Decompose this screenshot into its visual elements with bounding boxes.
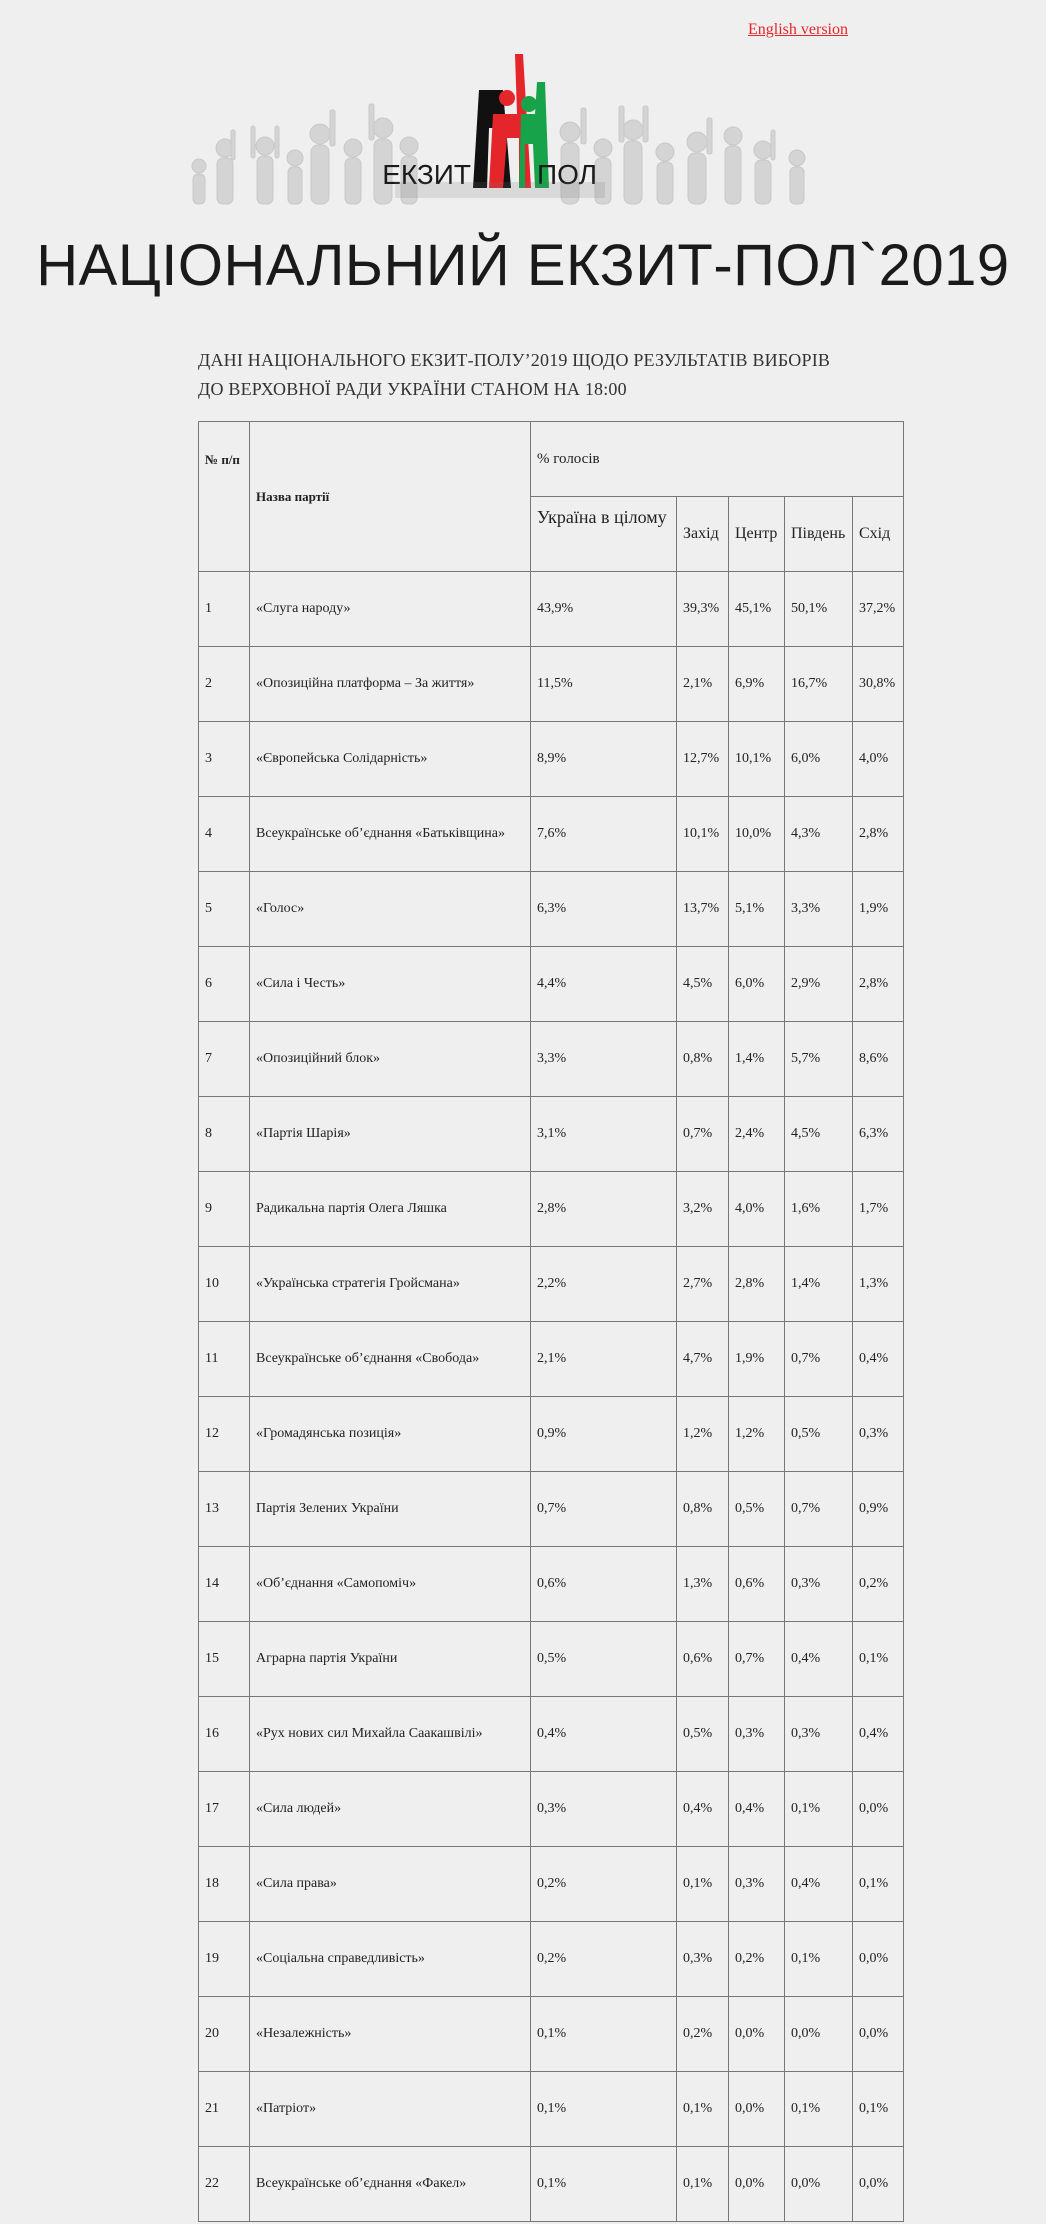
crowd-figure-5 — [310, 110, 335, 204]
cell-west: 0,6% — [677, 1622, 729, 1697]
header-ukraine: Україна в цілому — [531, 497, 677, 572]
cell-center: 0,2% — [729, 1922, 785, 1997]
header-num: № п/п — [199, 422, 250, 572]
cell-center: 6,9% — [729, 647, 785, 722]
english-version-link[interactable]: English version — [748, 21, 848, 38]
cell-east: 30,8% — [853, 647, 904, 722]
header-south: Південь — [785, 497, 853, 572]
table-row — [199, 722, 904, 797]
cell-party: «Незалежність» — [250, 1997, 531, 2072]
cell-west: 0,8% — [677, 1022, 729, 1097]
cell-ukraine: 0,5% — [531, 1622, 677, 1697]
cell-east: 0,0% — [853, 2147, 904, 2222]
cell-west: 1,3% — [677, 1547, 729, 1622]
cell-ukraine: 7,6% — [531, 797, 677, 872]
table-row — [199, 647, 904, 722]
results-table — [198, 421, 904, 2222]
logo-reflection — [395, 182, 605, 198]
cell-south: 3,3% — [785, 872, 853, 947]
cell-ukraine: 2,8% — [531, 1172, 677, 1247]
cell-south: 0,0% — [785, 1997, 853, 2072]
cell-south: 0,1% — [785, 1922, 853, 1997]
cell-number: 6 — [199, 947, 250, 1022]
cell-party: Партія Зелених України — [250, 1472, 531, 1547]
cell-west: 0,3% — [677, 1922, 729, 1997]
cell-ukraine: 0,3% — [531, 1772, 677, 1847]
cell-east: 2,8% — [853, 797, 904, 872]
cell-south: 16,7% — [785, 647, 853, 722]
green-figure-head — [521, 96, 537, 112]
crowd-figure-11 — [619, 106, 648, 204]
cell-south: 0,4% — [785, 1847, 853, 1922]
cell-party: Всеукраїнське об’єднання «Батьківщина» — [250, 797, 531, 872]
results-subtitle — [198, 346, 918, 404]
cell-ukraine: 0,6% — [531, 1547, 677, 1622]
cell-ukraine: 3,3% — [531, 1022, 677, 1097]
cell-party: «Партія Шарія» — [250, 1097, 531, 1172]
cell-west: 2,1% — [677, 647, 729, 722]
cell-number: 13 — [199, 1472, 250, 1547]
cell-east: 2,8% — [853, 947, 904, 1022]
cell-south: 1,4% — [785, 1247, 853, 1322]
header-west: Захід — [677, 497, 729, 572]
cell-ukraine: 0,2% — [531, 1922, 677, 1997]
cell-east: 0,4% — [853, 1322, 904, 1397]
cell-center: 1,4% — [729, 1022, 785, 1097]
crowd-figure-14 — [724, 127, 742, 204]
cell-west: 1,2% — [677, 1397, 729, 1472]
cell-south: 50,1% — [785, 572, 853, 647]
cell-south: 4,3% — [785, 797, 853, 872]
cell-east: 1,9% — [853, 872, 904, 947]
table-row — [199, 1322, 904, 1397]
cell-party: Всеукраїнське об’єднання «Факел» — [250, 2147, 531, 2222]
cell-party: «Європейська Солідарність» — [250, 722, 531, 797]
cell-east: 0,0% — [853, 1922, 904, 1997]
cell-south: 0,3% — [785, 1547, 853, 1622]
header-votes: % голосів — [531, 422, 904, 497]
cell-party: «Голос» — [250, 872, 531, 947]
cell-number: 22 — [199, 2147, 250, 2222]
header-party: Назва партії — [250, 422, 531, 572]
cell-ukraine: 0,4% — [531, 1697, 677, 1772]
cell-south: 2,9% — [785, 947, 853, 1022]
cell-east: 1,7% — [853, 1172, 904, 1247]
cell-west: 0,1% — [677, 2147, 729, 2222]
cell-west: 4,5% — [677, 947, 729, 1022]
cell-party: «Патріот» — [250, 2072, 531, 2147]
crowd-figure-4 — [287, 150, 303, 204]
cell-center: 0,3% — [729, 1847, 785, 1922]
cell-east: 4,0% — [853, 722, 904, 797]
cell-east: 0,4% — [853, 1697, 904, 1772]
cell-ukraine: 0,1% — [531, 1997, 677, 2072]
cell-center: 0,6% — [729, 1547, 785, 1622]
table-row — [199, 1547, 904, 1622]
cell-west: 0,8% — [677, 1472, 729, 1547]
cell-party: «Українська стратегія Гройсмана» — [250, 1247, 531, 1322]
cell-number: 4 — [199, 797, 250, 872]
cell-ukraine: 0,7% — [531, 1472, 677, 1547]
crowd-figure-12 — [656, 143, 674, 204]
cell-number: 8 — [199, 1097, 250, 1172]
cell-center: 0,3% — [729, 1697, 785, 1772]
cell-south: 5,7% — [785, 1022, 853, 1097]
cell-west: 13,7% — [677, 872, 729, 947]
cell-ukraine: 0,2% — [531, 1847, 677, 1922]
header-row-1 — [199, 422, 904, 497]
cell-ukraine: 6,3% — [531, 872, 677, 947]
cell-number: 18 — [199, 1847, 250, 1922]
table-row — [199, 1922, 904, 1997]
crowd-figure-1 — [192, 159, 206, 204]
cell-number: 19 — [199, 1922, 250, 1997]
cell-west: 4,7% — [677, 1322, 729, 1397]
cell-party: «Сила права» — [250, 1847, 531, 1922]
cell-number: 9 — [199, 1172, 250, 1247]
cell-south: 0,3% — [785, 1697, 853, 1772]
cell-center: 0,0% — [729, 2147, 785, 2222]
cell-number: 15 — [199, 1622, 250, 1697]
cell-east: 0,1% — [853, 1622, 904, 1697]
crowd-figure-16 — [789, 150, 805, 204]
cell-ukraine: 0,1% — [531, 2072, 677, 2147]
cell-west: 0,7% — [677, 1097, 729, 1172]
cell-west: 39,3% — [677, 572, 729, 647]
cell-center: 6,0% — [729, 947, 785, 1022]
cell-south: 0,4% — [785, 1622, 853, 1697]
logo-text-poll: ПОЛ — [537, 159, 597, 190]
cell-ukraine: 11,5% — [531, 647, 677, 722]
subtitle-line-2: ДО ВЕРХОВНОЇ РАДИ УКРАЇНИ СТАНОМ НА 18:00 — [198, 379, 627, 399]
cell-center: 0,7% — [729, 1622, 785, 1697]
logo-text-exit: ЕКЗИТ — [382, 159, 471, 190]
cell-west: 3,2% — [677, 1172, 729, 1247]
cell-east: 1,3% — [853, 1247, 904, 1322]
cell-number: 11 — [199, 1322, 250, 1397]
cell-number: 3 — [199, 722, 250, 797]
cell-south: 0,1% — [785, 2072, 853, 2147]
cell-number: 21 — [199, 2072, 250, 2147]
cell-south: 0,5% — [785, 1397, 853, 1472]
cell-ukraine: 43,9% — [531, 572, 677, 647]
subtitle-line-1: ДАНІ НАЦІОНАЛЬНОГО ЕКЗИТ-ПОЛУ’2019 ЩОДО РЕЗУЛЬТАТІВ ВИБОРІВ — [198, 350, 831, 370]
cell-south: 0,0% — [785, 2147, 853, 2222]
table-body — [199, 572, 904, 2222]
table-row — [199, 2072, 904, 2147]
cell-number: 17 — [199, 1772, 250, 1847]
cell-center: 4,0% — [729, 1172, 785, 1247]
cell-center: 0,0% — [729, 2072, 785, 2147]
cell-party: «Слуга народу» — [250, 572, 531, 647]
table-row — [199, 1847, 904, 1922]
table-row — [199, 1247, 904, 1322]
table-row — [199, 1097, 904, 1172]
cell-party: Всеукраїнське об’єднання «Свобода» — [250, 1322, 531, 1397]
table-row — [199, 572, 904, 647]
cell-ukraine: 3,1% — [531, 1097, 677, 1172]
cell-south: 4,5% — [785, 1097, 853, 1172]
cell-number: 14 — [199, 1547, 250, 1622]
cell-west: 0,5% — [677, 1697, 729, 1772]
cell-center: 2,4% — [729, 1097, 785, 1172]
table-row — [199, 2147, 904, 2222]
cell-east: 6,3% — [853, 1097, 904, 1172]
cell-east: 0,1% — [853, 2072, 904, 2147]
red-figure-head — [499, 90, 515, 106]
cell-party: «Громадянська позиція» — [250, 1397, 531, 1472]
cell-west: 2,7% — [677, 1247, 729, 1322]
black-figure-head — [482, 100, 498, 116]
cell-west: 0,1% — [677, 2072, 729, 2147]
cell-ukraine: 8,9% — [531, 722, 677, 797]
table-row — [199, 797, 904, 872]
crowd-figure-2 — [216, 130, 235, 204]
crowd-figure-3 — [251, 126, 279, 204]
cell-south: 0,1% — [785, 1772, 853, 1847]
table-row — [199, 1472, 904, 1547]
cell-west: 0,1% — [677, 1847, 729, 1922]
table-row — [199, 1997, 904, 2072]
cell-number: 10 — [199, 1247, 250, 1322]
cell-center: 45,1% — [729, 572, 785, 647]
table-row — [199, 1697, 904, 1772]
cell-west: 10,1% — [677, 797, 729, 872]
cell-south: 1,6% — [785, 1172, 853, 1247]
cell-south: 0,7% — [785, 1472, 853, 1547]
cell-east: 0,2% — [853, 1547, 904, 1622]
cell-center: 0,5% — [729, 1472, 785, 1547]
cell-west: 0,4% — [677, 1772, 729, 1847]
cell-center: 1,9% — [729, 1322, 785, 1397]
header-center: Центр — [729, 497, 785, 572]
cell-party: «Сила і Честь» — [250, 947, 531, 1022]
cell-number: 7 — [199, 1022, 250, 1097]
crowd-figure-6 — [344, 139, 362, 204]
table-row — [199, 1172, 904, 1247]
cell-party: «Рух нових сил Михайла Саакашвілі» — [250, 1697, 531, 1772]
table-row — [199, 1397, 904, 1472]
cell-center: 2,8% — [729, 1247, 785, 1322]
cell-east: 0,0% — [853, 1772, 904, 1847]
cell-center: 10,0% — [729, 797, 785, 872]
table-row — [199, 1622, 904, 1697]
header-east: Схід — [853, 497, 904, 572]
cell-east: 37,2% — [853, 572, 904, 647]
crowd-figure-13 — [687, 118, 712, 204]
cell-number: 12 — [199, 1397, 250, 1472]
cell-east: 0,0% — [853, 1997, 904, 2072]
cell-number: 2 — [199, 647, 250, 722]
cell-ukraine: 2,2% — [531, 1247, 677, 1322]
cell-east: 0,9% — [853, 1472, 904, 1547]
cell-number: 1 — [199, 572, 250, 647]
crowd-figure-15 — [754, 130, 775, 204]
cell-center: 5,1% — [729, 872, 785, 947]
cell-center: 10,1% — [729, 722, 785, 797]
cell-ukraine: 4,4% — [531, 947, 677, 1022]
cell-west: 0,2% — [677, 1997, 729, 2072]
cell-east: 0,3% — [853, 1397, 904, 1472]
cell-ukraine: 2,1% — [531, 1322, 677, 1397]
cell-number: 5 — [199, 872, 250, 947]
table-row — [199, 872, 904, 947]
cell-number: 20 — [199, 1997, 250, 2072]
table-row — [199, 947, 904, 1022]
cell-center: 0,0% — [729, 1997, 785, 2072]
cell-party: «Опозиційний блок» — [250, 1022, 531, 1097]
page-title: НАЦІОНАЛЬНИЙ ЕКЗИТ-ПОЛ`2019 — [36, 233, 1010, 298]
cell-east: 0,1% — [853, 1847, 904, 1922]
cell-number: 16 — [199, 1697, 250, 1772]
cell-center: 0,4% — [729, 1772, 785, 1847]
cell-south: 0,7% — [785, 1322, 853, 1397]
cell-party: «Сила людей» — [250, 1772, 531, 1847]
table-row — [199, 1022, 904, 1097]
cell-party: Радикальна партія Олега Ляшка — [250, 1172, 531, 1247]
cell-west: 12,7% — [677, 722, 729, 797]
table-row — [199, 1772, 904, 1847]
cell-party: «Об’єднання «Самопоміч» — [250, 1547, 531, 1622]
cell-party: Аграрна партія України — [250, 1622, 531, 1697]
cell-ukraine: 0,1% — [531, 2147, 677, 2222]
cell-ukraine: 0,9% — [531, 1397, 677, 1472]
cell-party: «Соціальна справедливість» — [250, 1922, 531, 1997]
cell-party: «Опозиційна платформа – За життя» — [250, 647, 531, 722]
exit-poll-logo — [185, 48, 825, 238]
cell-south: 6,0% — [785, 722, 853, 797]
cell-center: 1,2% — [729, 1397, 785, 1472]
cell-east: 8,6% — [853, 1022, 904, 1097]
